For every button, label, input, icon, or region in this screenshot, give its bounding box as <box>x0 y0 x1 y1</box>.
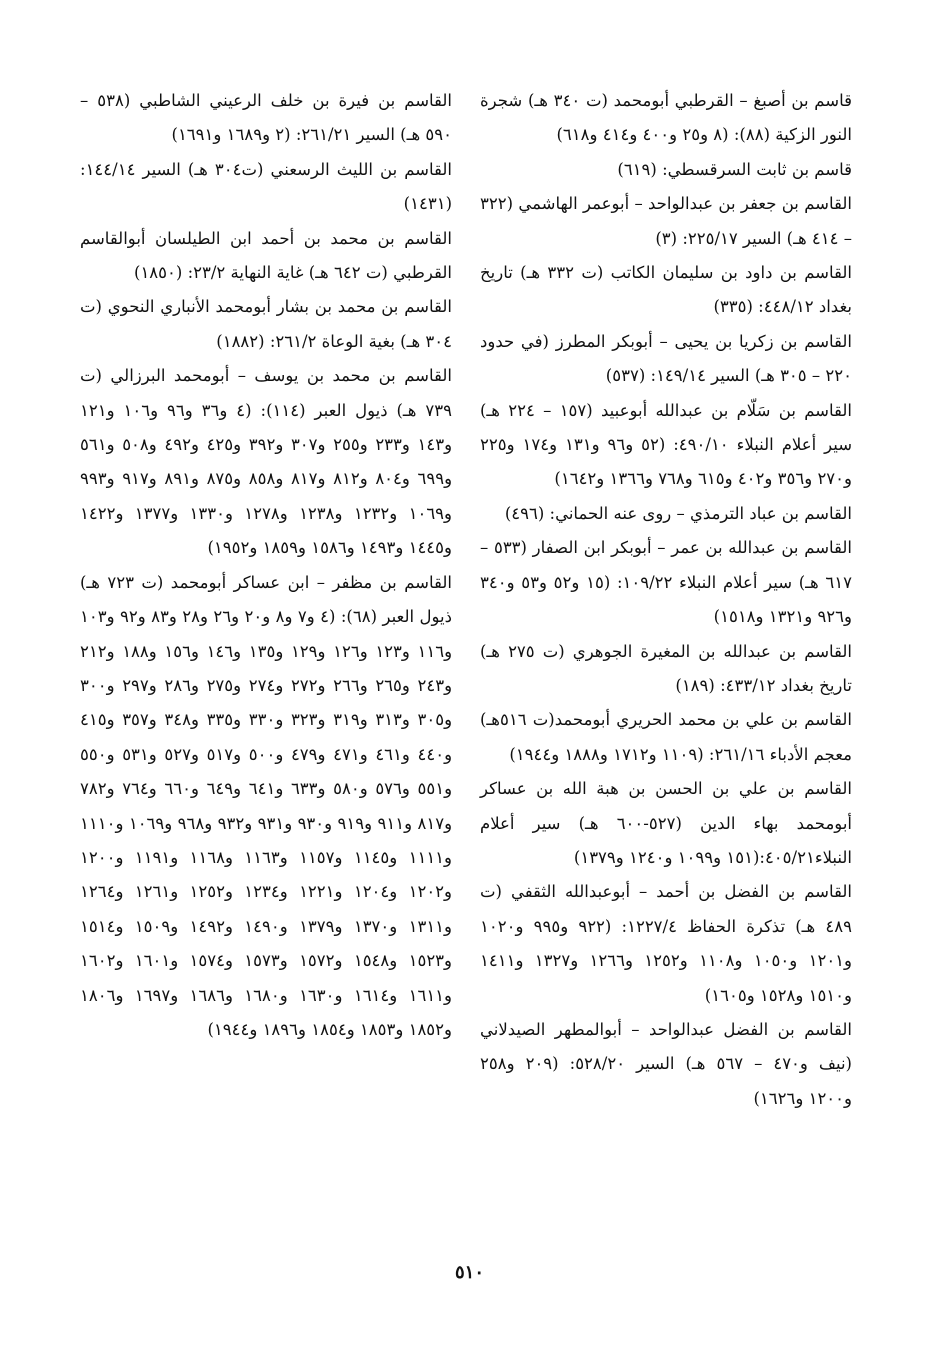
left-column <box>80 84 452 1047</box>
index-entry: القاسم بن علي بن محمد الحريري أبومحمد(ت ٥١٦هـ) معجم الأدباء ٢٦١/١٦: (١١٠٩ و١٧١٢ و١٨٨٨ و١٩٤٤) <box>480 710 852 764</box>
index-entry: القاسم بن داود بن سليمان الكاتب (ت ٣٣٢ هـ) تاريخ بغداد ٤٤٨/١٢: (٣٣٥) <box>480 263 852 317</box>
index-entry: القاسم بن علي بن الحسن بن هبة الله بن عساكر أبومحمد بهاء الدين (٥٢٧-٦٠٠ هـ) سير أعلام النبلاء٤٠٥/٢١:(١٥١ و١٠٩٩ و١٢٤٠ و١٣٧٩) <box>480 779 852 867</box>
index-entry: القاسم بن الفضل بن أحمد – أبوعبدالله الثقفي (ت ٤٨٩ هـ) تذكرة الحفاظ ١٢٢٧/٤: (٩٢٢ و٩٩٥ و١٠٢٠ و١٢٠١ و١٠٥٠ و١١٠٨ و١٢٥٢ و١٢٦٦ و١٣٢٧ و١٤١١ و١٥١٠ و١٥٢٨ و١٦٠٥) <box>480 882 853 1005</box>
index-entry: القاسم بن محمد بن يوسف – أبومحمد البرزالي (ت ٧٣٩ هـ) ذيول العبر (١١٤): (٤ و٣٦ و٩٦ و١٠٦ و١٢١ و١٤٣ و٢٣٣ و٢٥٥ و٣٠٧ و٣٩٢ و٤٢٥ و٤٩٢ و٥٠٨ و٥٦١ و٦٩٩ و٨٠٤ و٨١٢ و٨١٧ و٨٥٨ و٨٧٥ و٨٩١ و٩١٧ و٩٩٣ و١٠٦٩ و١٢٣٢ و١٢٣٨ و١٢٧٨ و١٣٣٠ و١٣٧٧ و١٤٢٢ و١٤٤٥ و١٤٩٣ و١٥٨٦ و١٨٥٩ و١٩٥٢) <box>80 366 453 558</box>
index-entry: القاسم بن محمد بن أحمد ابن الطيلسان أبوالقاسم القرطبي (ت ٦٤٢ هـ) غاية النهاية ٢٣/٢: (١٨٥٠) <box>80 228 452 283</box>
index-entry: قاسم بن ثابت السرقسطي: (٦١٩) <box>617 159 852 179</box>
index-entry: القاسم بن زكريا بن يحيى – أبوبكر المطرز (في حدود ٢٢٠ – ٣٠٥ هـ) السير ١٤٩/١٤: (٥٣٧) <box>480 331 852 386</box>
index-entry: القاسم بن فيرة بن خلف الرعيني الشاطبي (٥٣٨ – ٥٩٠ هـ) السير ٢٦١/٢١: (٢ و١٦٨٩ و١٦٩١) <box>80 91 453 145</box>
right-column <box>480 84 852 1116</box>
index-entry: القاسم بن جعفر بن عبدالواحد – أبوعمر الهاشمي (٣٢٢ – ٤١٤ هـ) السير ٢٢٥/١٧: (٣) <box>480 194 852 248</box>
index-entry: القاسم بن الفضل عبدالواحد – أبوالمطهر الصيدلاني (نيف و٤٧٠ – ٥٦٧ هـ) السير ٥٢٨/٢٠: (٢٠٩ و٢٥٨ و١٢٠٠ و١٦٢٦) <box>480 1019 852 1108</box>
index-entry: القاسم بن عبدالله بن عمر – أبوبكر ابن الصفار (٥٣٣ – ٦١٧ هـ) سير أعلام النبلاء ١٠٩/٢٢: (١٥ و٥٢ و٥٣ و٣٤٠ و٩٢٦ و١٣٢١ و١٥١٨) <box>480 538 853 627</box>
index-entry: القاسم بن عباد الترمذي – روى عنه الحماني: (٤٩٦) <box>504 503 852 523</box>
index-entry: القاسم بن عبدالله بن المغيرة الجوهري (ت ٢٧٥ هـ) تاريخ بغداد ٤٣٣/١٢: (١٨٩) <box>480 641 852 695</box>
index-entry: القاسم بن الليث الرسعني (ت٣٠٤ هـ) السير ١٤٤/١٤: (١٤٣١) <box>80 159 452 214</box>
index-entry: القاسم بن مظفر – ابن عساكر أبومحمد (ت ٧٢٣ هـ) ذيول العبر (٦٨): (٤ و٧ و٨ و٢٠ و٢٦ و٢٨ و٨٣ و٩٢ و١٠٣ و١١٦ و١٢٣ و١٢٦ و١٢٩ و١٣٥ و١٤٦ و١٥٦ و١٨٨ و٢١٢ و٢٤٣ و٢٦٥ و٢٦٦ و٢٧٢ و٢٧٤ و٢٧٥ و٢٨٦ و٢٩٧ و٣٠٠ و٣٠٥ و٣١٣ و٣١٩ و٣٢٣ و٣٣٠ و٣٣٥ و٣٤٨ و٣٥٧ و٤١٥ و٤٤٠ و٤٦١ و٤٧١ و٤٧٩ و٥٠٠ و٥١٧ و٥٢٧ و٥٣١ و٥٥٠ و٥٥١ و٥٧٦ و٥٨٠ و٦٣٣ و٦٤١ و٦٤٩ و٦٦٠ و٧٦٤ و٧٨٢ و٨١٧ و٩١١ و٩١٩ و٩٣٠ و٩٣١ و٩٣٢ و٩٦٨ و١٠٦٩ و١١١٠ و١١١١ و١١٤٥ و١١٥٧ و١١٦٣ و١١٦٨ و١١٩١ و١٢٠٠ و١٢٠٢ و١٢٠٤ و١٢٢١ و١٢٣٤ و١٢٥٢ و١٢٦١ و١٢٦٤ و١٣١١ و١٣٧٠ و١٣٧٩ و١٤٩٠ و١٤٩٢ و١٥٠٩ و١٥١٤ و١٥٢٣ و١٥٤٨ و١٥٧٢ و١٥٧٣ و١٥٧٤ و١٦٠١ و١٦٠٢ و١٦١١ و١٦١٤ و١٦٣٠ و١٦٨٠ و١٦٨٦ و١٦٩٧ و١٨٠٦ و١٨٥٢ و١٨٥٣ و١٨٥٤ و١٨٩٦ و١٩٤٤) <box>80 572 453 1039</box>
index-entry: القاسم بن سَلّام بن عبدالله أبوعبيد (١٥٧ – ٢٢٤ هـ) سير أعلام النبلاء ٤٩٠/١٠: (٥٢ و٩٦ و١٣١ و١٧٤ و٢٢٥ و٢٧٠ و٣٥٦ و٤٠٢ و٦١٥ و٧٦٨ و١٣٦٦ و١٦٤٢) <box>480 400 853 489</box>
index-entry: القاسم بن محمد بن بشار أبومحمد الأنباري النحوي (ت ٣٠٤ هـ) بغية الوعاة ٢٦١/٢: (١٨٨٢) <box>80 297 452 351</box>
index-entry: قاسم بن أصبغ – القرطبي أبومحمد (ت ٣٤٠ هـ) شجرة النور الزكية (٨٨): (٨ و٢٥ و٤٠٠ و٤١٤ و٦١٨) <box>480 91 853 145</box>
page-number: ٥١٠ <box>454 1262 484 1283</box>
